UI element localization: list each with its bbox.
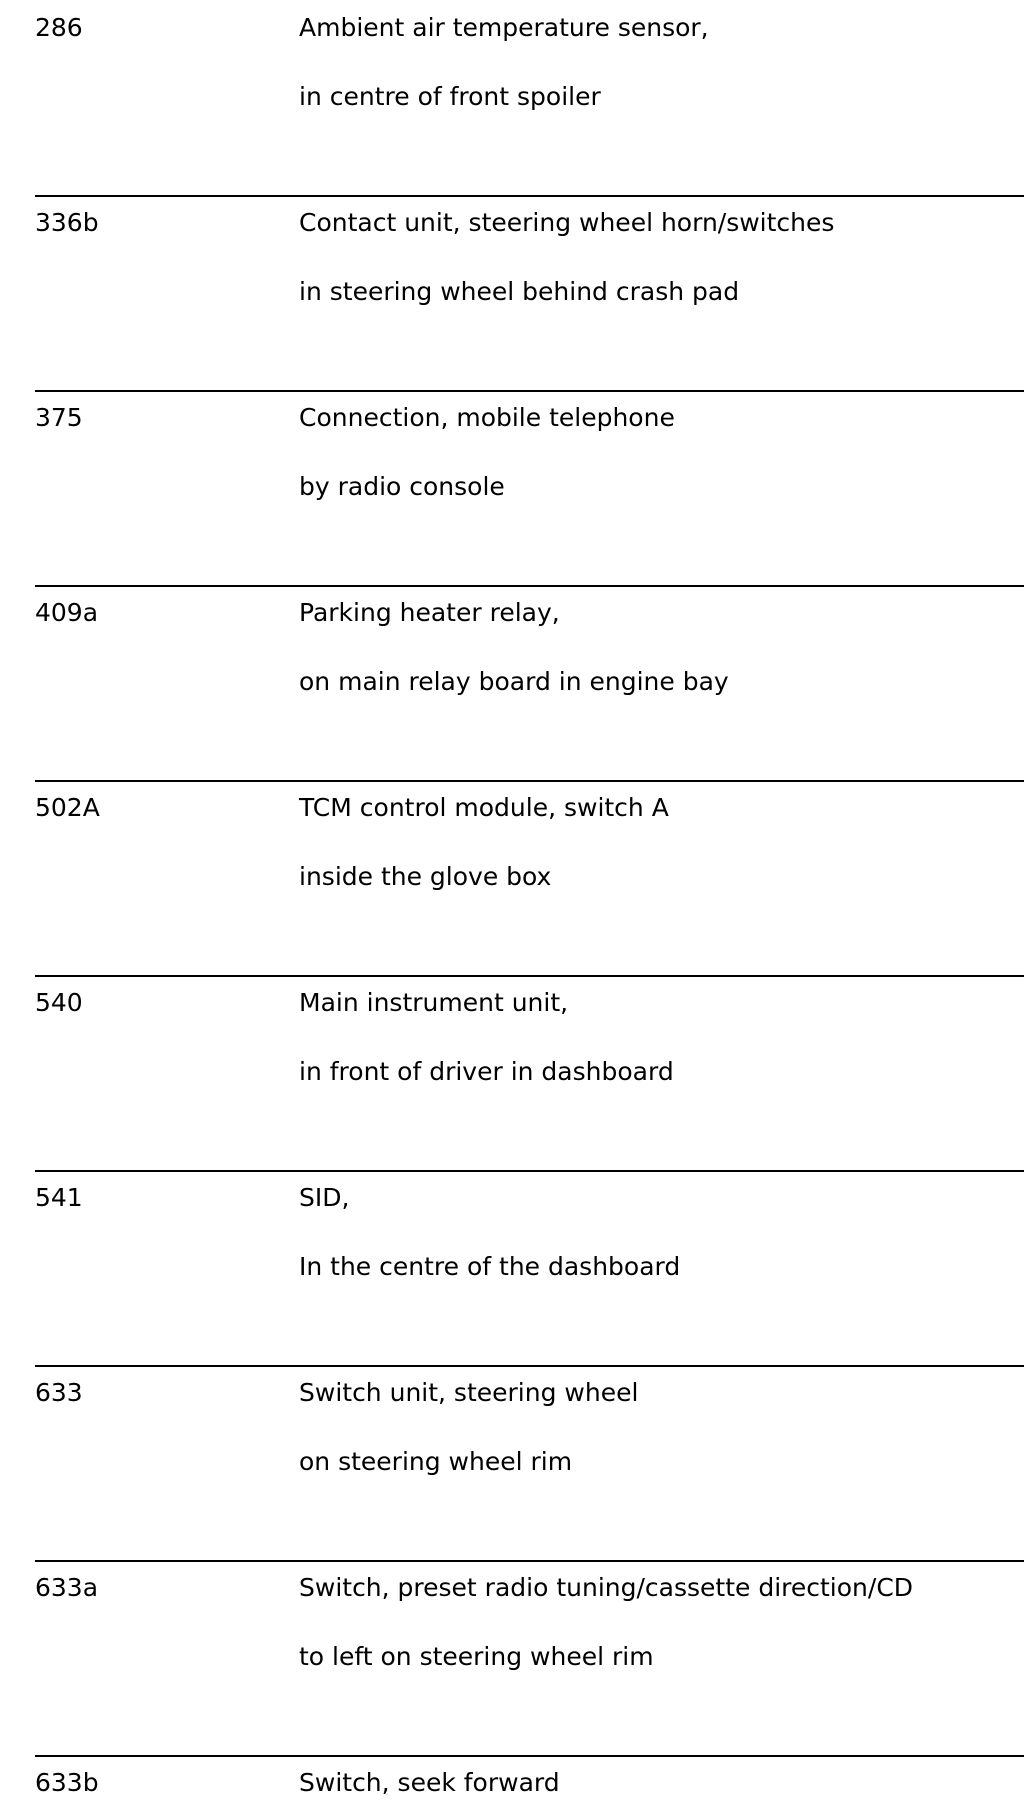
component-description: Ambient air temperature sensor, <box>299 13 709 42</box>
component-entry <box>0 1170 1024 1365</box>
component-description: TCM control module, switch A <box>299 793 669 822</box>
component-location: to left on steering wheel rim <box>299 1642 654 1671</box>
component-code: 633a <box>35 1573 99 1602</box>
component-entry <box>0 585 1024 780</box>
component-entry <box>0 195 1024 390</box>
component-code: 541 <box>35 1183 83 1212</box>
component-entry <box>0 0 1024 195</box>
component-location: in centre of front spoiler <box>299 82 601 111</box>
component-code: 286 <box>35 13 83 42</box>
component-description: Contact unit, steering wheel horn/switches <box>299 208 835 237</box>
component-code: 409a <box>35 598 99 627</box>
component-location: In the centre of the dashboard <box>299 1252 681 1281</box>
component-description: Switch unit, steering wheel <box>299 1378 639 1407</box>
row-divider <box>35 1170 1024 1172</box>
component-location: on steering wheel rim <box>299 1447 573 1476</box>
row-divider <box>35 585 1024 587</box>
row-divider <box>35 1365 1024 1367</box>
component-code: 540 <box>35 988 83 1017</box>
component-location: in steering wheel behind crash pad <box>299 277 740 306</box>
component-description: Switch, seek forward <box>299 1768 560 1797</box>
component-entry <box>0 1560 1024 1755</box>
component-description: Main instrument unit, <box>299 988 569 1017</box>
row-divider <box>35 1560 1024 1562</box>
component-description: Connection, mobile telephone <box>299 403 675 432</box>
row-divider <box>35 975 1024 977</box>
component-code: 633b <box>35 1768 99 1797</box>
component-code: 633 <box>35 1378 83 1407</box>
component-entry <box>0 1755 1024 1804</box>
component-location: on main relay board in engine bay <box>299 667 729 696</box>
component-code: 336b <box>35 208 99 237</box>
row-divider <box>35 780 1024 782</box>
component-location: in front of driver in dashboard <box>299 1057 674 1086</box>
component-description: Parking heater relay, <box>299 598 560 627</box>
component-entry <box>0 975 1024 1170</box>
component-location: by radio console <box>299 472 505 501</box>
row-divider <box>35 1755 1024 1757</box>
component-code: 502A <box>35 793 100 822</box>
component-description: SID, <box>299 1183 350 1212</box>
row-divider <box>35 195 1024 197</box>
row-divider <box>35 390 1024 392</box>
component-entry <box>0 390 1024 585</box>
component-entry <box>0 780 1024 975</box>
component-description: Switch, preset radio tuning/cassette direction/CD <box>299 1573 914 1602</box>
component-code: 375 <box>35 403 83 432</box>
component-entry <box>0 1365 1024 1560</box>
component-location: inside the glove box <box>299 862 552 891</box>
